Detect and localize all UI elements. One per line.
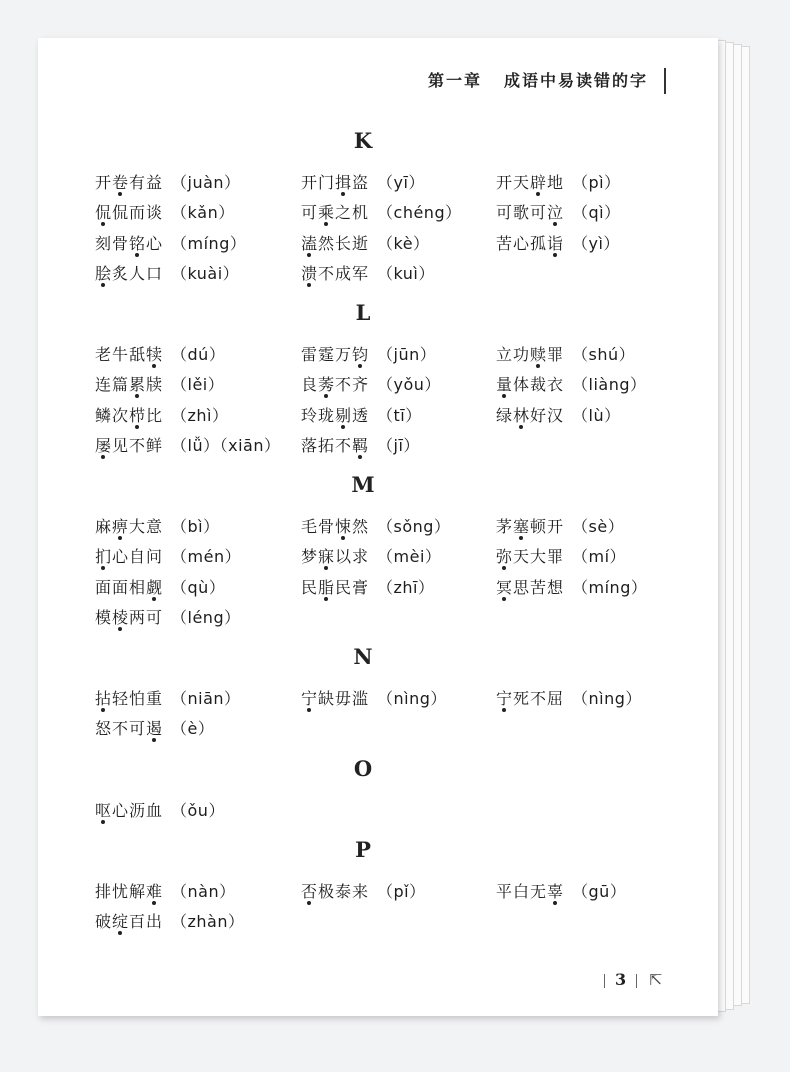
idiom-text: 呕心沥血: [95, 801, 164, 820]
pinyin-text: （dú）: [171, 345, 226, 364]
idiom-entry: [95, 514, 220, 537]
pinyin-text: （shú）: [572, 345, 636, 364]
idiom-entry: [301, 686, 447, 709]
book-page: [38, 38, 718, 1016]
emphasis-dot: [152, 901, 156, 905]
emphasis-dot: [324, 566, 328, 570]
emphasis-dot: [152, 597, 156, 601]
idiom-text: 屡见不鲜: [95, 435, 164, 455]
emphasis-dot: [307, 283, 311, 287]
idiom-entry: [95, 261, 239, 284]
pinyin-text: （léng）: [171, 607, 241, 627]
pinyin-text: （kuài）: [171, 263, 240, 283]
idiom-entry: [95, 686, 241, 709]
pinyin-text: （kè）: [377, 233, 430, 253]
pinyin-text: （juàn）: [171, 173, 241, 192]
idiom-row: [38, 686, 718, 712]
idiom-text: 可歌可泣: [496, 203, 565, 223]
idiom-entry: [496, 372, 647, 395]
idiom-text: 溃不成军: [301, 263, 370, 283]
emphasis-dot: [341, 536, 345, 540]
idiom-text: 良莠不齐: [301, 375, 370, 395]
idiom-row: [38, 514, 718, 540]
idiom-text: 落拓不羁: [301, 435, 370, 455]
idiom-entry: [301, 261, 435, 284]
idiom-row: [38, 879, 718, 905]
emphasis-dot: [135, 394, 139, 398]
idiom-entry: [496, 514, 624, 537]
pinyin-text: （ǒu）: [171, 801, 225, 820]
idiom-entry: [301, 231, 430, 254]
idiom-entry: [496, 879, 626, 902]
chapter-title: 成语中易读错的字: [503, 71, 648, 90]
pinyin-text: （jī）: [377, 435, 420, 455]
emphasis-dot: [118, 536, 122, 540]
emphasis-dot: [324, 597, 328, 601]
idiom-entry: [301, 170, 425, 193]
section-letter: M: [351, 472, 375, 497]
pinyin-text: （bì）: [171, 517, 220, 536]
idiom-entry: [496, 686, 642, 709]
emphasis-dot: [118, 627, 122, 631]
idiom-entry: [95, 909, 245, 932]
idiom-text: 模棱两可: [95, 607, 164, 627]
emphasis-dot: [341, 425, 345, 429]
idiom-text: 扪心自问: [95, 547, 164, 567]
emphasis-dot: [502, 566, 506, 570]
section-letter: K: [353, 128, 373, 153]
pinyin-text: （kuì）: [377, 263, 435, 283]
idiom-row: [38, 716, 718, 742]
emphasis-dot: [358, 364, 362, 368]
idiom-entry: [301, 575, 435, 598]
idiom-text: 溘然长逝: [301, 233, 370, 253]
idiom-text: 平白无辜: [496, 882, 565, 901]
idiom-entry: [95, 716, 214, 739]
idiom-entry: [95, 879, 236, 902]
idiom-entry: [95, 433, 280, 456]
pinyin-text: （kǎn）: [171, 203, 235, 223]
pinyin-text: （mèi）: [377, 547, 442, 567]
pinyin-text: （lù）: [572, 405, 621, 425]
idiom-entry: [95, 544, 241, 567]
idiom-entry: [95, 403, 229, 426]
pinyin-text: （míng）: [171, 233, 247, 253]
idiom-row: [38, 372, 718, 398]
pinyin-text: （qì）: [572, 203, 621, 223]
idiom-row: [38, 798, 718, 824]
idiom-entry: [301, 433, 420, 456]
emphasis-dot: [307, 708, 311, 712]
idiom-text: 开门揖盗: [301, 173, 370, 192]
emphasis-dot: [152, 738, 156, 742]
idiom-text: 量体裁衣: [496, 375, 565, 395]
idiom-text: 排忧解难: [95, 882, 164, 901]
emphasis-dot: [519, 425, 523, 429]
pinyin-text: （sǒng）: [377, 517, 451, 536]
emphasis-dot: [358, 455, 362, 459]
idiom-entry: [496, 403, 621, 426]
pinyin-text: （liàng）: [572, 375, 647, 395]
idiom-text: 开卷有益: [95, 173, 164, 192]
emphasis-dot: [307, 253, 311, 257]
emphasis-dot: [101, 820, 105, 824]
idiom-text: 开天辟地: [496, 173, 565, 192]
emphasis-dot: [502, 394, 506, 398]
emphasis-dot: [152, 364, 156, 368]
idiom-entry: [95, 342, 225, 365]
idiom-text: 梦寐以求: [301, 547, 370, 567]
emphasis-dot: [519, 536, 523, 540]
emphasis-dot: [135, 253, 139, 257]
emphasis-dot: [536, 192, 540, 196]
header-divider: [664, 68, 666, 94]
pinyin-text: （niān）: [171, 689, 241, 708]
idiom-entry: [95, 231, 246, 254]
pinyin-text: （pǐ）: [377, 882, 426, 901]
idiom-entry: [301, 544, 441, 567]
pinyin-text: （tī）: [377, 405, 422, 425]
idiom-entry: [301, 514, 450, 537]
emphasis-dot: [307, 901, 311, 905]
idiom-text: 拈轻怕重: [95, 689, 164, 708]
pinyin-text: （mén）: [171, 547, 242, 567]
emphasis-dot: [553, 222, 557, 226]
idiom-text: 可乘之机: [301, 203, 370, 223]
pinyin-text: （lǚ）（xiān）: [171, 435, 281, 455]
emphasis-dot: [118, 192, 122, 196]
idiom-row: [38, 433, 718, 459]
idiom-entry: [301, 372, 441, 395]
section-letter: N: [353, 644, 373, 669]
idiom-text: 脍炙人口: [95, 263, 164, 283]
idiom-text: 茅塞顿开: [496, 517, 565, 536]
idiom-entry: [301, 342, 436, 365]
corner-arrow-icon: ⇱: [649, 970, 663, 989]
pinyin-text: （mí）: [572, 547, 627, 567]
chapter-label: 第一章: [427, 71, 482, 90]
idiom-row: [38, 544, 718, 570]
pinyin-text: （yǒu）: [377, 375, 441, 395]
emphasis-dot: [135, 425, 139, 429]
emphasis-dot: [324, 394, 328, 398]
idiom-row: [38, 200, 718, 226]
idiom-entry: [301, 403, 422, 426]
idiom-text: 刻骨铭心: [95, 233, 164, 253]
idiom-row: [38, 909, 718, 935]
pinyin-text: （gū）: [572, 882, 627, 901]
idiom-entry: [95, 200, 235, 223]
idiom-entry: [496, 544, 626, 567]
idiom-row: [38, 575, 718, 601]
idiom-entry: [496, 231, 620, 254]
idiom-text: 怒不可遏: [95, 719, 164, 739]
pinyin-text: （jūn）: [377, 345, 437, 364]
emphasis-dot: [101, 455, 105, 459]
footer-divider: [636, 974, 637, 988]
idiom-entry: [301, 879, 426, 902]
idiom-entry: [95, 575, 225, 598]
pinyin-text: （nàn）: [171, 882, 236, 901]
pinyin-text: （pì）: [572, 173, 621, 192]
idiom-row: [38, 170, 718, 196]
idiom-entry: [496, 200, 621, 223]
idiom-text: 弥天大罪: [496, 547, 565, 567]
pinyin-text: （nìng）: [377, 689, 447, 708]
emphasis-dot: [536, 364, 540, 368]
idiom-text: 冥思苦想: [496, 577, 565, 597]
pinyin-text: （chéng）: [377, 203, 462, 223]
idiom-text: 宁死不屈: [496, 689, 565, 708]
idiom-text: 立功赎罪: [496, 345, 565, 364]
idiom-entry: [95, 170, 241, 193]
idiom-text: 侃侃而谈: [95, 203, 164, 223]
idiom-text: 苦心孤诣: [496, 233, 565, 253]
idiom-text: 宁缺毋滥: [301, 689, 370, 708]
idiom-row: [38, 342, 718, 368]
idiom-row: [38, 605, 718, 631]
idiom-text: 老牛舐犊: [95, 345, 164, 364]
pinyin-text: （zhì）: [171, 405, 229, 425]
idiom-text: 毛骨悚然: [301, 517, 370, 536]
idiom-text: 否极泰来: [301, 882, 370, 901]
emphasis-dot: [118, 931, 122, 935]
idiom-text: 民脂民膏: [301, 577, 370, 597]
idiom-text: 连篇累牍: [95, 375, 164, 395]
idiom-entry: [496, 170, 621, 193]
pinyin-text: （nìng）: [572, 689, 642, 708]
section-letter: L: [355, 300, 371, 325]
emphasis-dot: [324, 222, 328, 226]
idiom-entry: [496, 575, 647, 598]
running-header: [428, 68, 648, 91]
pinyin-text: （zhī）: [377, 577, 435, 597]
pinyin-text: （è）: [171, 719, 215, 739]
footer-divider: [604, 974, 605, 988]
page-number: 3: [615, 970, 627, 989]
pinyin-text: （zhàn）: [171, 912, 245, 932]
idiom-text: 面面相觑: [95, 577, 164, 597]
idiom-text: 麻痹大意: [95, 517, 164, 536]
section-letter: O: [353, 756, 373, 781]
idiom-row: [38, 403, 718, 429]
pinyin-text: （míng）: [572, 577, 648, 597]
pinyin-text: （yì）: [572, 233, 620, 253]
emphasis-dot: [101, 283, 105, 287]
emphasis-dot: [101, 566, 105, 570]
pinyin-text: （qù）: [171, 577, 226, 597]
page-footer: [594, 970, 663, 989]
idiom-text: 破绽百出: [95, 912, 164, 932]
idiom-text: 玲珑剔透: [301, 405, 370, 425]
pinyin-text: （lěi）: [171, 375, 225, 395]
emphasis-dot: [553, 253, 557, 257]
idiom-entry: [496, 342, 635, 365]
section-letter: P: [355, 837, 371, 862]
emphasis-dot: [553, 901, 557, 905]
emphasis-dot: [101, 222, 105, 226]
idiom-row: [38, 231, 718, 257]
pinyin-text: （sè）: [572, 517, 625, 536]
idiom-text: 鳞次栉比: [95, 405, 164, 425]
emphasis-dot: [502, 708, 506, 712]
emphasis-dot: [502, 597, 506, 601]
emphasis-dot: [101, 708, 105, 712]
idiom-text: 雷霆万钧: [301, 345, 370, 364]
pinyin-text: （yī）: [377, 173, 425, 192]
idiom-text: 绿林好汉: [496, 405, 565, 425]
idiom-row: [38, 261, 718, 287]
idiom-entry: [95, 372, 224, 395]
idiom-entry: [95, 798, 225, 821]
emphasis-dot: [341, 192, 345, 196]
idiom-entry: [301, 200, 462, 223]
idiom-entry: [95, 605, 241, 628]
